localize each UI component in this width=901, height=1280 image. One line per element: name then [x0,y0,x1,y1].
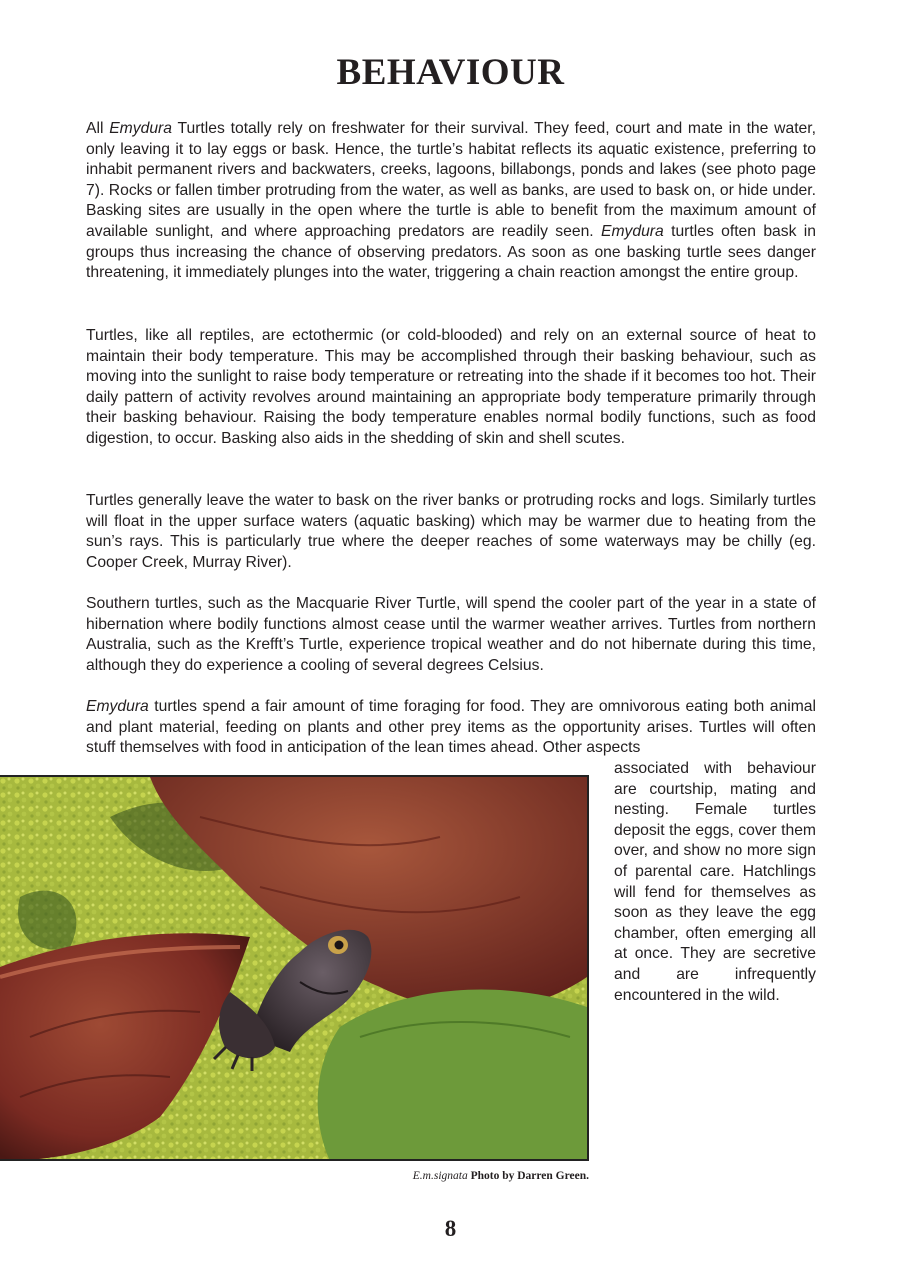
caption-species: E.m.signata [412,1170,468,1182]
turtle-photo-illustration [0,777,587,1161]
caption-credit: Photo by Darren Green. [467,1170,589,1182]
paragraph-text: turtles spend a fair amount of time foraging for food. They are omnivorous eating both animal and plant material, feeding on plants and other prey items as the opportunity arises. Turtles will often stuff themselves with food in anticipation of the lean times ahead. Other aspects [86,698,816,757]
paragraph-habitat [86,119,816,284]
turtle-photo [0,775,589,1161]
paragraph-foraging [86,697,816,759]
paragraph-text: Turtles totally rely on freshwater for their survival. They feed, court and mate in the water, only leaving it to lay eggs or bask. Hence, the turtle’s habitat reflects its aquatic existence, preferring to inhabit permanent rivers and backwaters, creeks, lagoons, billabongs, ponds and lakes (see photo page 7). Rocks or fallen timber protruding from the water, as well as banks, are used to bask on, or hide under. Basking sites are usually in the open where the turtle is able to benefit from the maximum amount of available sunlight, and where approaching predators are readily seen. [86,120,816,240]
paragraph-text: turtles often bask in groups thus increasing the chance of observing predators. As soon as one basking turtle sees danger threatening, it immediately plunges into the water, triggering a chain reaction amongst the entire group. [86,222,816,282]
genus-name: Emydura [109,120,172,137]
page-number: 8 [444,1216,457,1241]
photo-caption [413,1170,589,1182]
genus-name: Emydura [86,698,149,715]
paragraph-thermoregulation: Turtles, like all reptiles, are ectothermic (or cold-blooded) and rely on an external source of heat to maintain their body temperature. This may be accomplished through their basking behaviour, such as moving into the sunlight to raise body temperature or retreating into the shade if it becomes too hot. Their daily pattern of activity revolves around maintaining an appropriate body temperature primarily through their basking behaviour. Raising the body temperature enables normal bodily functions, such as food digestion, to occur. Basking also aids in the shedding of skin and shell scutes. [86,327,816,447]
page-title: BEHAVIOUR [336,52,565,93]
paragraph-basking: Turtles generally leave the water to bask on the river banks or protruding rocks and logs. Similarly turtles will float in the upper surface waters (aquatic basking) which may be warmer due to heating from the sun’s rays. This is particularly true where the deeper reaches of some waterways may be chilly (eg. Cooper Creek, Murray River). [86,492,816,571]
paragraph-foraging-continued: associated with behaviour are courtship, mating and nesting. Female turtles deposit the eggs, cover them over, and show no more sign of parental care. Hatchlings will fend for themselves as soon as they leave the egg chamber, often emerging all at once. They are secretive and are infrequently encountered in the wild. [614,760,816,1004]
genus-name: Emydura [600,222,664,240]
paragraph-prefix: All [86,120,110,137]
paragraph-hibernation: Southern turtles, such as the Macquarie River Turtle, will spend the cooler part of the year in a state of hibernation where bodily functions almost cease until the warmer weather arrives. Turtles from northern Australia, such as the Krefft’s Turtle, experience tropical weather and do not hibernate during this time, although they do experience a cooling of several degrees Celsius. [86,595,816,674]
